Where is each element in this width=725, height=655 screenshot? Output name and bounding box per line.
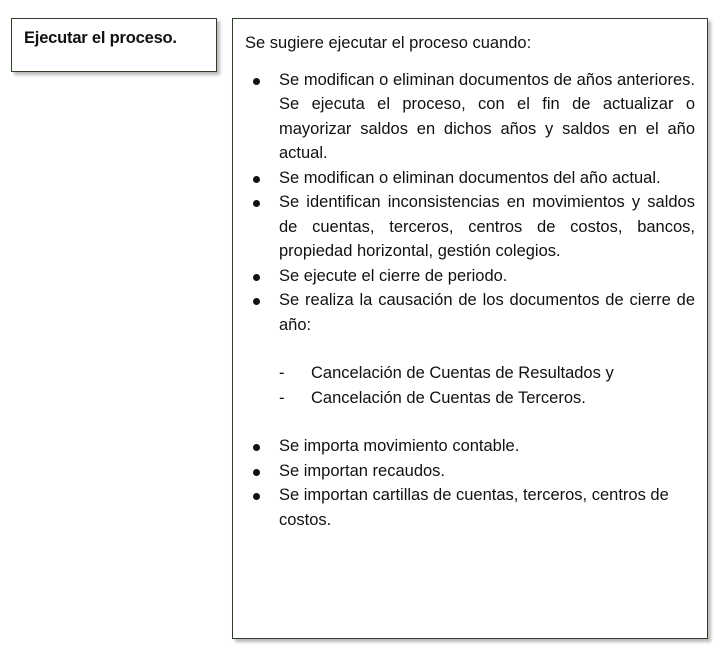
bullet-icon	[253, 200, 260, 207]
bullet-list-2	[245, 434, 695, 532]
bullet-icon	[253, 444, 260, 451]
bullet-icon	[253, 298, 260, 305]
sub-item-list	[245, 361, 695, 410]
list-item: Se identifican inconsistencias en movimientos y saldos de cuentas, terceros, centros de costos, bancos, propiedad horizontal, gestión colegios.	[245, 190, 695, 264]
dash-marker: -	[279, 388, 285, 407]
bullet-icon	[253, 469, 260, 476]
intro-text: Se sugiere ejecutar el proceso cuando:	[245, 34, 532, 52]
content-box	[232, 18, 708, 639]
list-item: Se ejecute el cierre de periodo.	[245, 264, 695, 289]
bullet-icon	[253, 78, 260, 85]
list-item: Se importan cartillas de cuentas, terceros, centros de costos.	[245, 483, 695, 532]
bullet-icon	[253, 274, 260, 281]
bullet-icon	[253, 493, 260, 500]
list-item: Se importan recaudos.	[245, 459, 695, 484]
section-label: Ejecutar el proceso.	[24, 29, 177, 47]
sub-item: - Cancelación de Cuentas de Resultados y	[245, 361, 695, 386]
dash-marker: -	[279, 364, 285, 382]
bullet-icon	[253, 176, 260, 183]
list-item: Se modifican o eliminan documentos del año actual.	[245, 166, 695, 191]
list-item: Se importa movimiento contable.	[245, 434, 695, 459]
section-label-box	[11, 18, 217, 72]
sub-item: - Cancelación de Cuentas de Terceros.	[245, 386, 695, 411]
list-item: Se realiza la causación de los documentos de cierre de año:	[245, 288, 695, 337]
bullet-list-1	[245, 68, 695, 338]
list-item: Se modifican o eliminan documentos de años anteriores. Se ejecuta el proceso, con el fin de actualizar o mayorizar saldos en dichos años y saldos en el año actual.	[245, 68, 695, 166]
